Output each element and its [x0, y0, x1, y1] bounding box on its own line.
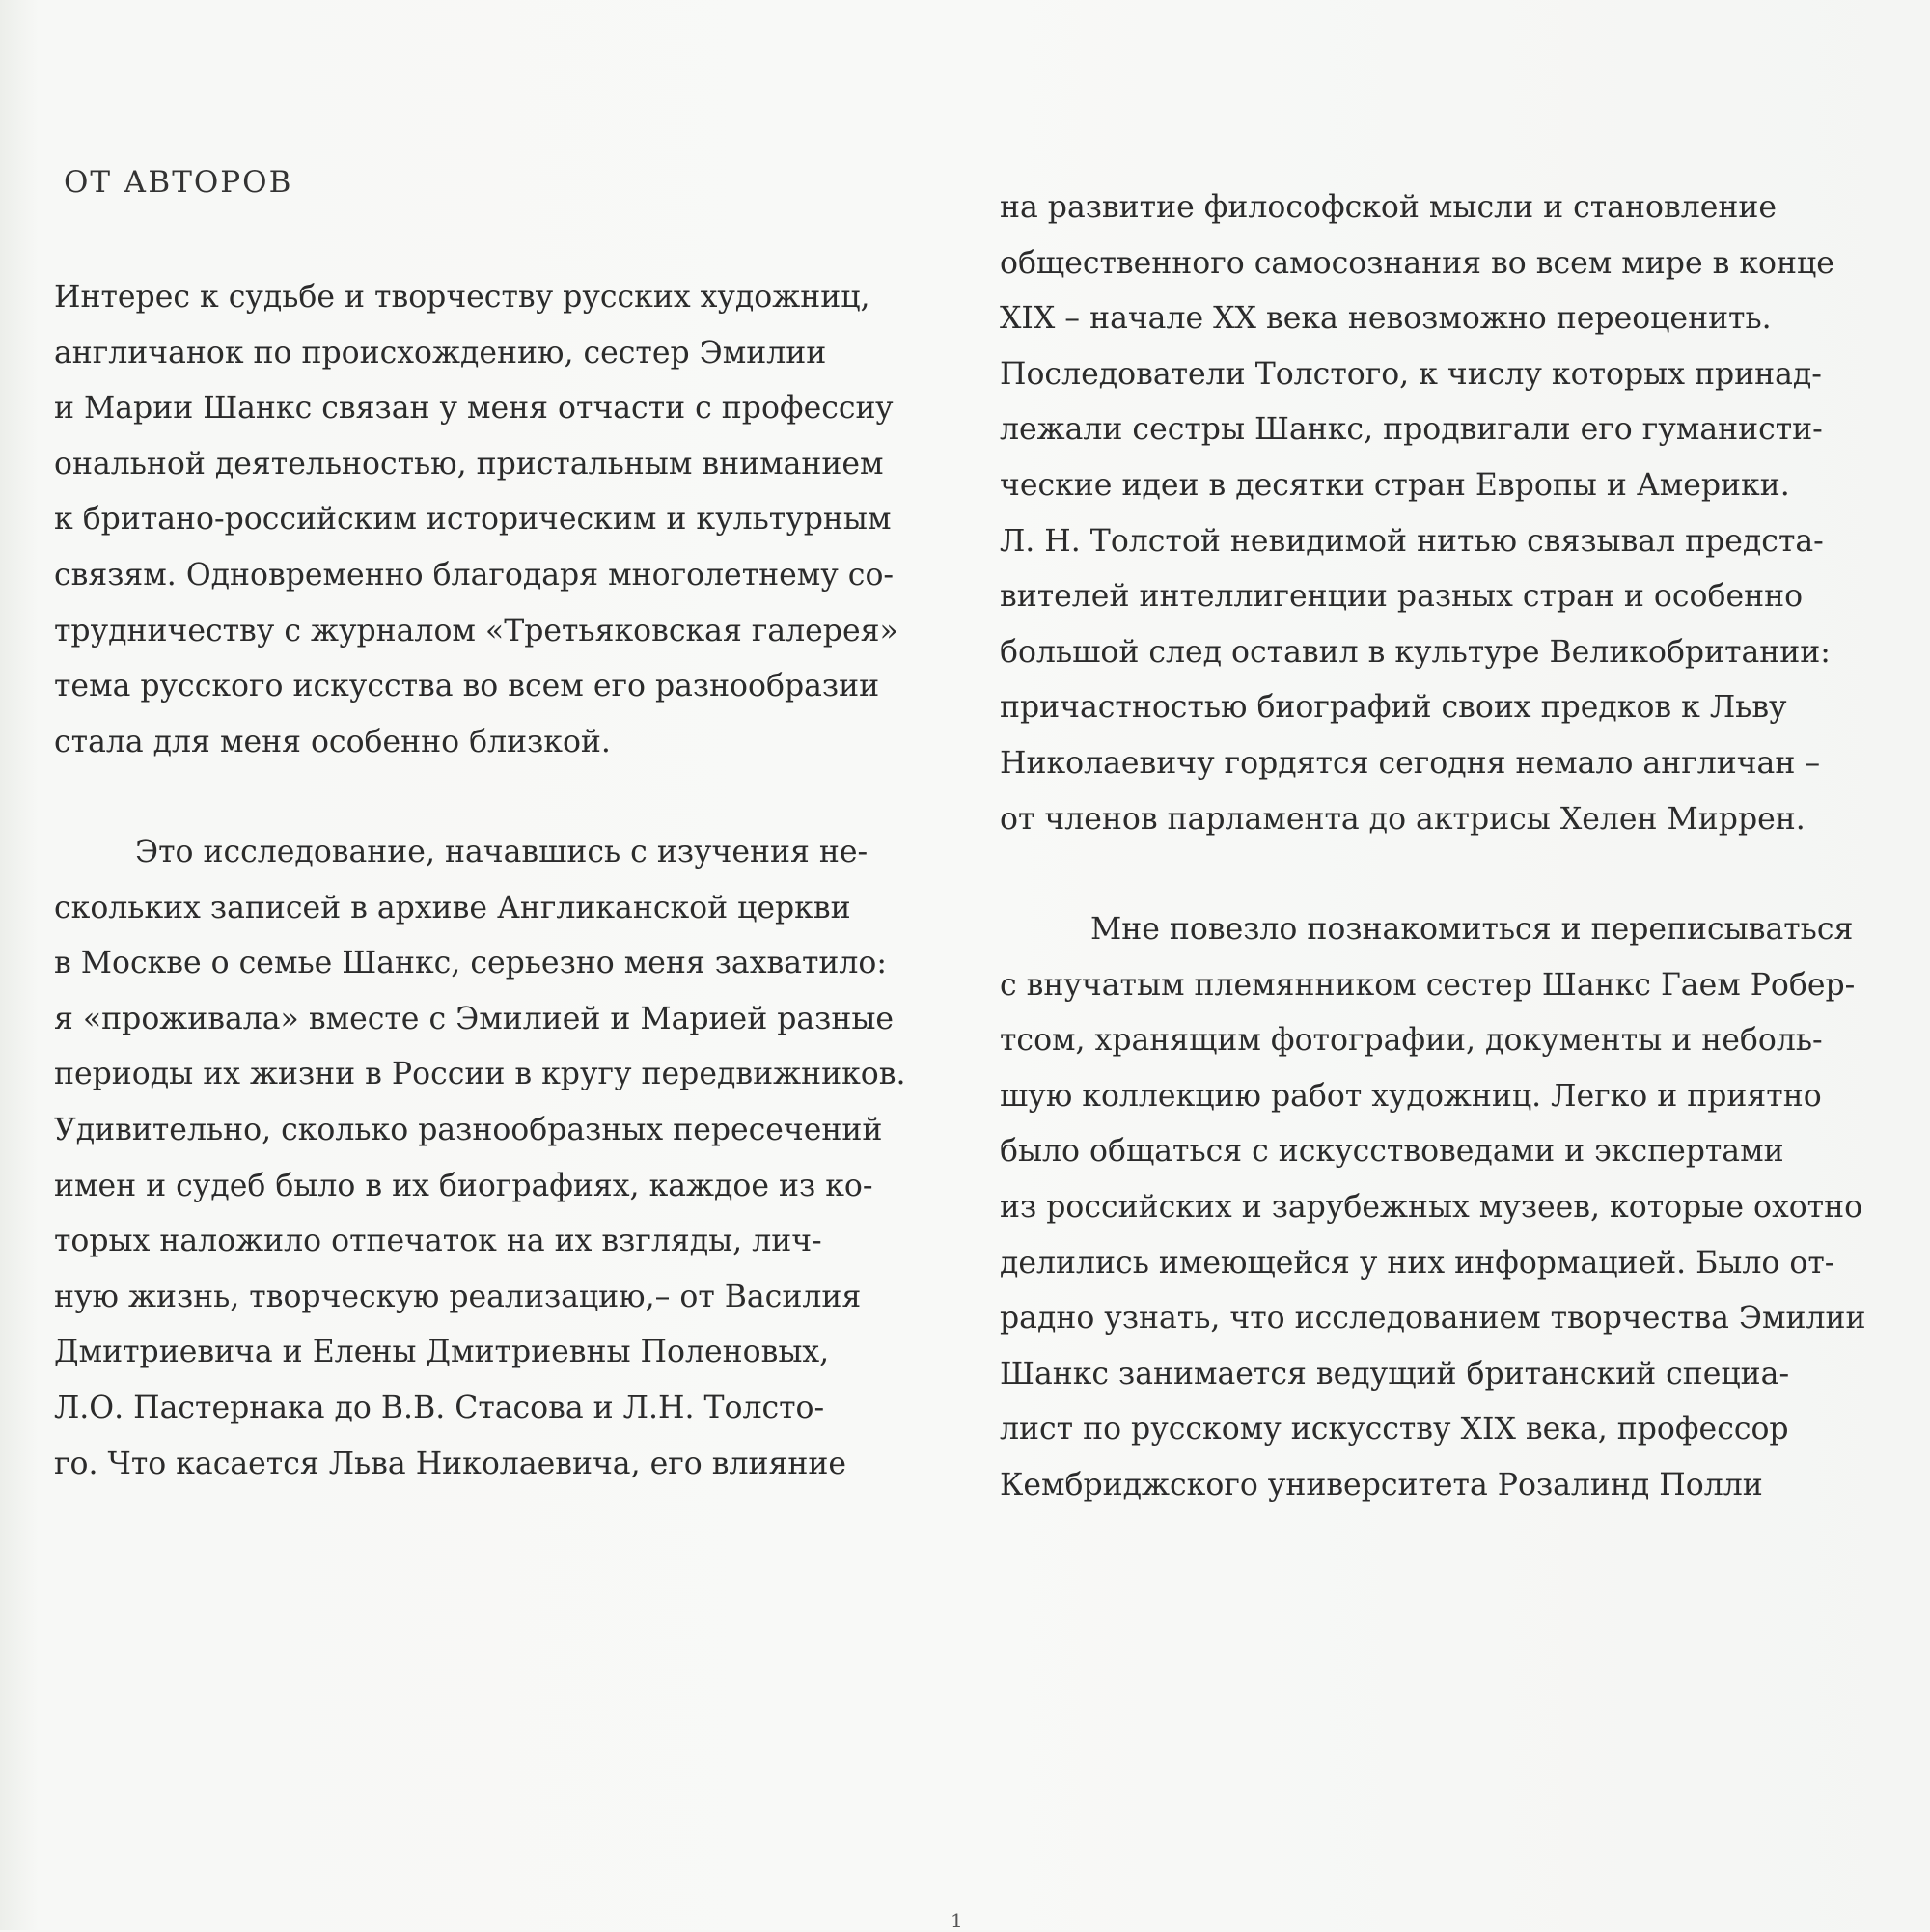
right-line: из российских и зарубежных музеев, которые охотно: [1000, 1190, 1863, 1225]
left-line: связям. Одновременно благодаря многолетнему со-: [54, 558, 895, 593]
left-line: Удивительно, сколько разнообразных пересечений: [54, 1113, 883, 1147]
left-line: к британо-российским историческим и культурным: [54, 502, 892, 538]
left-line: стала для меня особенно близкой.: [54, 724, 611, 759]
right-line: Кембриджского университета Розалинд Полли: [1000, 1468, 1763, 1503]
right-line: вителей интеллигенции разных стран и особенно: [1000, 579, 1804, 615]
right-line: причастностью биографий своих предков к Льву: [1000, 690, 1787, 726]
right-line: было общаться с искусствоведами и экспертами: [1000, 1134, 1784, 1170]
left-line: торых наложило отпечаток на их взгляды, лич-: [54, 1224, 822, 1259]
left-line: го. Что касается Льва Николаевича, его влияние: [54, 1446, 846, 1481]
left-line: тема русского искусства во всем его разнообразии: [54, 669, 880, 704]
section-heading: ОТ АВТОРОВ: [64, 165, 293, 200]
right-line: тсом, хранящим фотографии, документы и неболь-: [1000, 1023, 1823, 1059]
left-line: я «проживала» вместе с Эмилией и Марией разные: [54, 1001, 895, 1036]
left-line: скольких записей в архиве Англиканской церкви: [54, 890, 851, 925]
left-line: ональной деятельностью, пристальным вниманием: [54, 446, 884, 482]
right-line: Л. Н. Толстой невидимой нитью связывал предста-: [1000, 523, 1824, 559]
left-line: в Москве о семье Шанкс, серьезно меня захватило:: [54, 946, 887, 981]
right-line: с внучатым племянником сестер Шанкс Гаем Робер-: [1000, 967, 1856, 1003]
left-line: англичанок по происхождению, сестер Эмилии: [54, 335, 827, 371]
left-line: и Марии Шанкс связан у меня отчасти с профессиy: [54, 391, 894, 427]
right-line: шую коллекцию работ художниц. Легко и приятно: [1000, 1078, 1822, 1114]
right-line: лежали сестры Шанкс, продвигали его гуманисти-: [1000, 412, 1823, 448]
right-line: делились имеющейся у них информацией. Было от-: [1000, 1245, 1835, 1281]
right-line: Последователи Толстого, к числу которых принад-: [1000, 356, 1822, 392]
left-line: Это исследование, начавшись с изучения не-: [135, 835, 868, 869]
right-line: ческие идеи в десятки стран Европы и Америки.: [1000, 468, 1790, 503]
right-line: лист по русскому искусству XIX века, профессор: [1000, 1412, 1789, 1448]
left-line: имен и судеб было в их биографиях, каждое из ко-: [54, 1168, 873, 1203]
right-line: от членов парламента до актрисы Хелен Миррен.: [1000, 801, 1806, 837]
right-line: Николаевичу гордятся сегодня немало англичан –: [1000, 746, 1821, 781]
left-line: Л.О. Пастернака до В.В. Стасова и Л.Н. Толсто-: [54, 1391, 825, 1425]
right-line: на развитие философской мысли и становление: [1000, 190, 1777, 225]
left-line: Дмитриевича и Елены Дмитриевны Поленовых,: [54, 1335, 830, 1370]
right-line: общественного самосознания во всем мире в конце: [1000, 245, 1834, 281]
right-line: XIX – начале XX века невозможно переоценить.: [1000, 301, 1772, 337]
page-number: 1: [951, 1909, 963, 1932]
right-line: Шанкс занимается ведущий британский специа-: [1000, 1356, 1790, 1392]
left-line: Интерес к судьбе и творчеству русских художниц,: [54, 280, 870, 315]
left-line: периоды их жизни в России в кругу передвижников.: [54, 1057, 906, 1092]
right-line: большой след оставил в культуре Великобритании:: [1000, 634, 1831, 670]
left-line: трудничеству с журналом «Третьяковская галерея»: [54, 613, 898, 649]
right-line: Мне повезло познакомиться и переписываться: [1090, 912, 1854, 947]
left-line: ную жизнь, творческую реализацию,– от Василия: [54, 1279, 862, 1314]
right-line: радно узнать, что исследованием творчества Эмилии: [1000, 1301, 1866, 1337]
